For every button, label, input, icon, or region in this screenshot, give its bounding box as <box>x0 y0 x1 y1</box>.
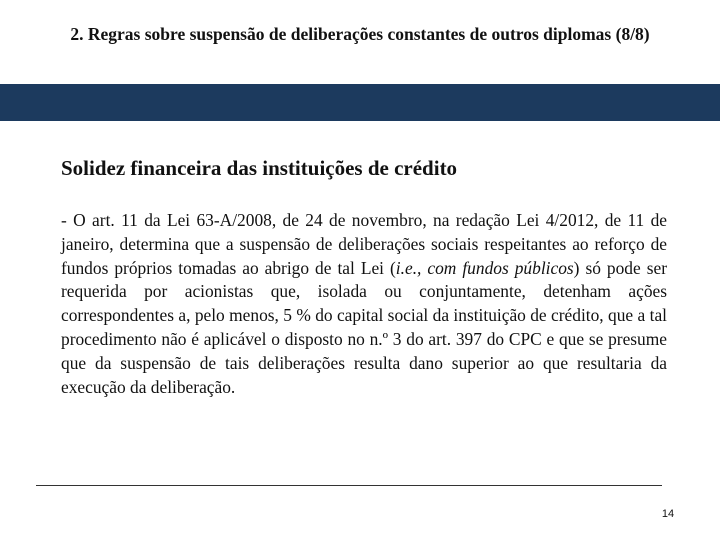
section-heading: Solidez financeira das instituições de crédito <box>61 156 458 180</box>
paragraph-text-start: - O art. 11 da Lei 63-A/2008, de 24 de novembro, na redação Lei 4/2012, de 11 de janeiro, determina que a suspensão de deliberações sociais respeitantes ao reforço de fundos próprios tomadas ao abrigo de tal Lei ( <box>61 210 667 278</box>
slide-title: 2. Regras sobre suspensão de deliberações constantes de outros diplomas (8/8) <box>70 24 650 44</box>
paragraph-italic-ie: i.e. <box>395 257 418 278</box>
paragraph-italic-phrase: com fundos públicos <box>427 257 574 278</box>
paragraph-text-end: ) só pode ser requerida por acionistas que, isolada ou conjuntamente, detenham ações correspondentes a, pelo menos, 5 % do capital social da instituição de crédito, que a tal procedimento não é aplicável o disposto no n.º 3 do art. 397 do CPC e que se presume que da suspensão de tais deliberações resulta dano superior ao que resultaria da execução da deliberação. <box>61 257 667 397</box>
title-band <box>0 84 720 121</box>
paragraph-italic-separator: , <box>417 257 428 278</box>
footer-divider <box>36 485 662 486</box>
body-paragraph <box>61 209 667 399</box>
page-number: 14 <box>661 508 675 520</box>
